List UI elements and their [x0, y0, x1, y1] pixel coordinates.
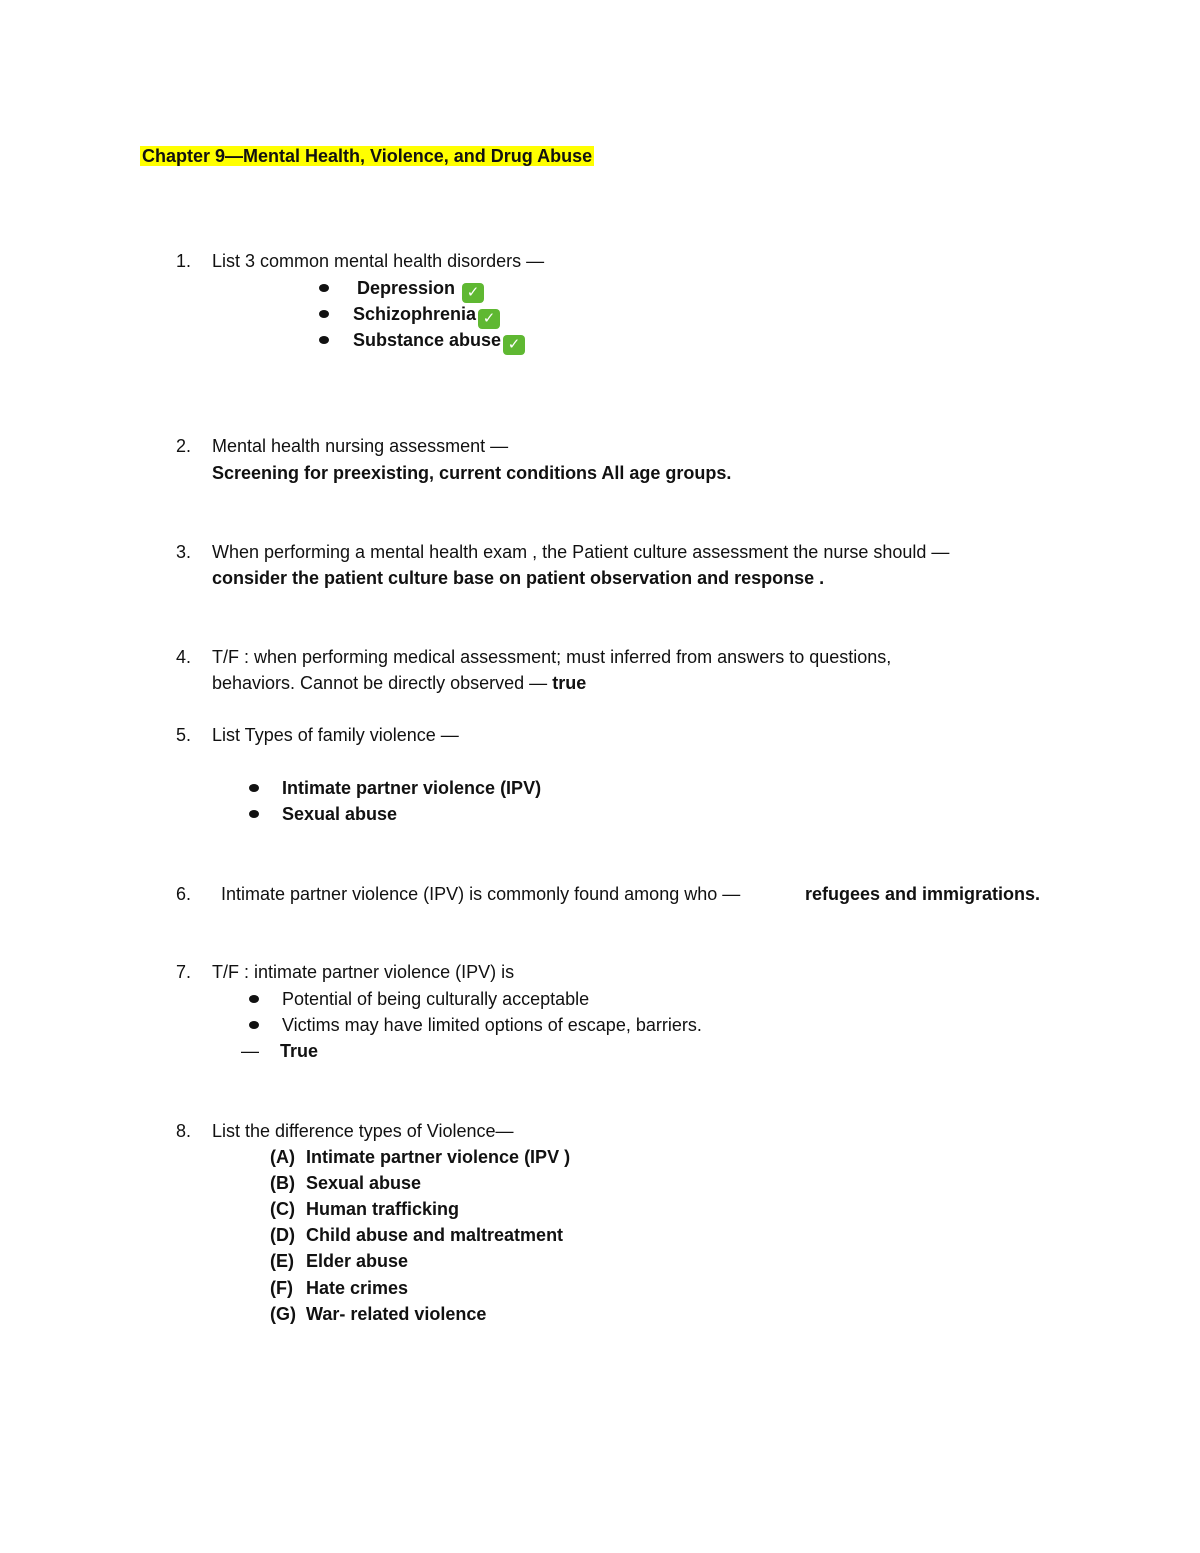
- q7-number: 7.: [176, 962, 192, 982]
- q5-number: 5.: [176, 725, 192, 745]
- q7-point-2: Victims may have limited options of escape, barriers.: [282, 1015, 702, 1035]
- q4-number: 4.: [176, 647, 192, 667]
- q8-item-c: Human trafficking: [306, 1199, 460, 1219]
- q1-answer-1: Depression ✓: [357, 277, 484, 303]
- q7-point-1: Potential of being culturally acceptable: [282, 989, 590, 1009]
- q8-letter-b: (B): [270, 1173, 295, 1193]
- q5-bullet-1: [249, 784, 259, 792]
- q8-item-d: Child abuse and maltreatment: [306, 1225, 564, 1245]
- q2-question: Mental health nursing assessment —: [212, 436, 509, 456]
- q8-letter-d: (D): [270, 1225, 295, 1245]
- q7-bullet-1: [249, 995, 259, 1003]
- q8-item-a: Intimate partner violence (IPV ): [306, 1147, 571, 1167]
- q5-question: List Types of family violence —: [212, 725, 459, 745]
- q6-answer: refugees and immigrations.: [805, 884, 1041, 904]
- q5-answer-2: Sexual abuse: [282, 804, 398, 824]
- q1-question: List 3 common mental health disorders —: [212, 251, 545, 271]
- chapter-title: Chapter 9—Mental Health, Violence, and Drug Abuse: [142, 146, 593, 166]
- q8-letter-f: (F): [270, 1278, 293, 1298]
- q1-bullet-1: [319, 284, 329, 292]
- q7-dash: —: [241, 1041, 259, 1061]
- q2-number: 2.: [176, 436, 192, 456]
- q4-question-cont: behaviors. Cannot be directly observed — true: [212, 673, 587, 693]
- checkmark-icon: ✓: [503, 335, 525, 355]
- q8-item-b: Sexual abuse: [306, 1173, 422, 1193]
- q8-item-f: Hate crimes: [306, 1278, 409, 1298]
- q2-answer: Screening for preexisting, current conditions All age groups.: [212, 463, 732, 483]
- q8-item-e: Elder abuse: [306, 1251, 409, 1271]
- q8-letter-c: (C): [270, 1199, 295, 1219]
- q7-question: T/F : intimate partner violence (IPV) is: [212, 962, 515, 982]
- q8-question: List the difference types of Violence—: [212, 1121, 514, 1141]
- q8-item-g: War- related violence: [306, 1304, 487, 1324]
- q1-bullet-2: [319, 310, 329, 318]
- q3-answer: consider the patient culture base on patient observation and response .: [212, 568, 825, 588]
- q6-number: 6.: [176, 884, 192, 904]
- q8-letter-g: (G): [270, 1304, 296, 1324]
- q7-bullet-2: [249, 1021, 259, 1029]
- q8-number: 8.: [176, 1121, 192, 1141]
- q3-question: When performing a mental health exam , the Patient culture assessment the nurse should —: [212, 542, 950, 562]
- q1-bullet-3: [319, 336, 329, 344]
- q8-letter-e: (E): [270, 1251, 294, 1271]
- q6-question: Intimate partner violence (IPV) is commonly found among who —: [221, 884, 741, 904]
- checkmark-icon: ✓: [478, 309, 500, 329]
- q7-answer: True: [280, 1041, 319, 1061]
- checkmark-icon: ✓: [462, 283, 484, 303]
- q1-answer-2: Schizophrenia ✓: [353, 303, 500, 329]
- q4-question: T/F : when performing medical assessment; must inferred from answers to questions,: [212, 647, 892, 667]
- q1-number: 1.: [176, 251, 192, 271]
- q8-letter-a: (A): [270, 1147, 295, 1167]
- q1-answer-3: Substance abuse ✓: [353, 329, 525, 355]
- q5-answer-1: Intimate partner violence (IPV): [282, 778, 542, 798]
- q3-number: 3.: [176, 542, 192, 562]
- q4-answer: true: [552, 673, 587, 693]
- q5-bullet-2: [249, 810, 259, 818]
